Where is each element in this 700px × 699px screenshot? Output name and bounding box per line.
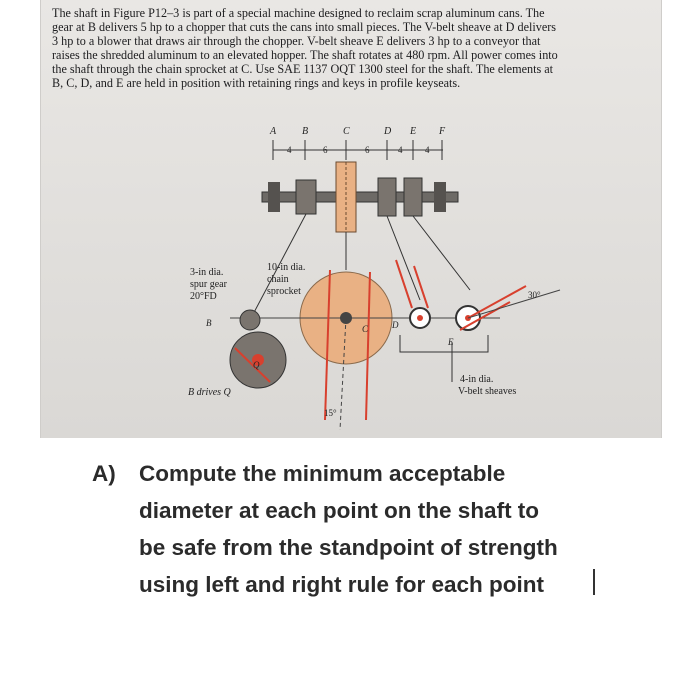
marker-c: C	[362, 324, 369, 334]
spacing-de: 4	[398, 145, 403, 155]
sheave-e-bracket	[400, 335, 488, 352]
question-label: A)	[92, 461, 116, 486]
bearing-f	[434, 182, 446, 212]
spacing-cd: 6	[365, 145, 370, 155]
b-drives-q-label: B drives Q	[188, 387, 231, 398]
sheave-label: 4-in dia. V-belt sheaves	[458, 374, 517, 397]
bearing-a	[268, 182, 280, 212]
point-a-label: A	[270, 126, 277, 137]
sprocket-label: 10-in dia. chain sprocket	[267, 262, 306, 297]
gear-b-end-view	[240, 310, 260, 330]
point-labels	[269, 126, 446, 137]
question-text: Compute the minimum acceptable diameter at each point on the shaft to be safe from the standpoint of strength using left and right rule for each point	[139, 461, 558, 597]
point-c-label: C	[343, 126, 350, 137]
text-cursor	[593, 569, 595, 595]
problem-statement: The shaft in Figure P12–3 is part of a special machine designed to reclaim scrap aluminum cans. The gear at B delivers 5 hp to a chopper that cuts the cans into small pieces. The V-belt sheave at D delivers 3 hp to a blower that draws air through the chopper. V-belt sheave E delivers 3 hp to a conveyor that raises the shredded aluminum to an elevated hopper. The shaft rotates at 480 rpm. All power comes into the shaft through the chain sprocket at C. Use SAE 1137 OQT 1300 steel for the shaft. The elements at B, C, D, and E are held in position with retaining rings and keys in profile keyseats.	[52, 6, 558, 90]
belt-force-e	[468, 286, 526, 318]
belt-force-d	[396, 260, 412, 308]
marker-b: B	[206, 318, 212, 328]
marker-e: E	[448, 337, 454, 347]
marker-q: Q	[253, 360, 260, 370]
shaft-figure	[40, 120, 660, 438]
marker-d: D	[392, 320, 399, 330]
angle-30-label: 30°	[528, 290, 541, 300]
sheave-e-side	[404, 178, 422, 216]
point-e-label: E	[410, 126, 417, 137]
spacing-bc: 6	[323, 145, 328, 155]
gear-label: 3-in dia. spur gear 20°FD	[190, 267, 227, 302]
angle-15-label: 15°	[324, 408, 337, 418]
spacing-ab: 4	[287, 145, 292, 155]
gear-b-side	[296, 180, 316, 214]
point-d-label: D	[384, 126, 392, 137]
sheave-d-side	[378, 178, 396, 216]
shaft-side-view	[262, 192, 458, 202]
spacing-ef: 4	[425, 145, 430, 155]
point-b-label: B	[302, 126, 309, 137]
point-f-label: F	[439, 126, 446, 137]
